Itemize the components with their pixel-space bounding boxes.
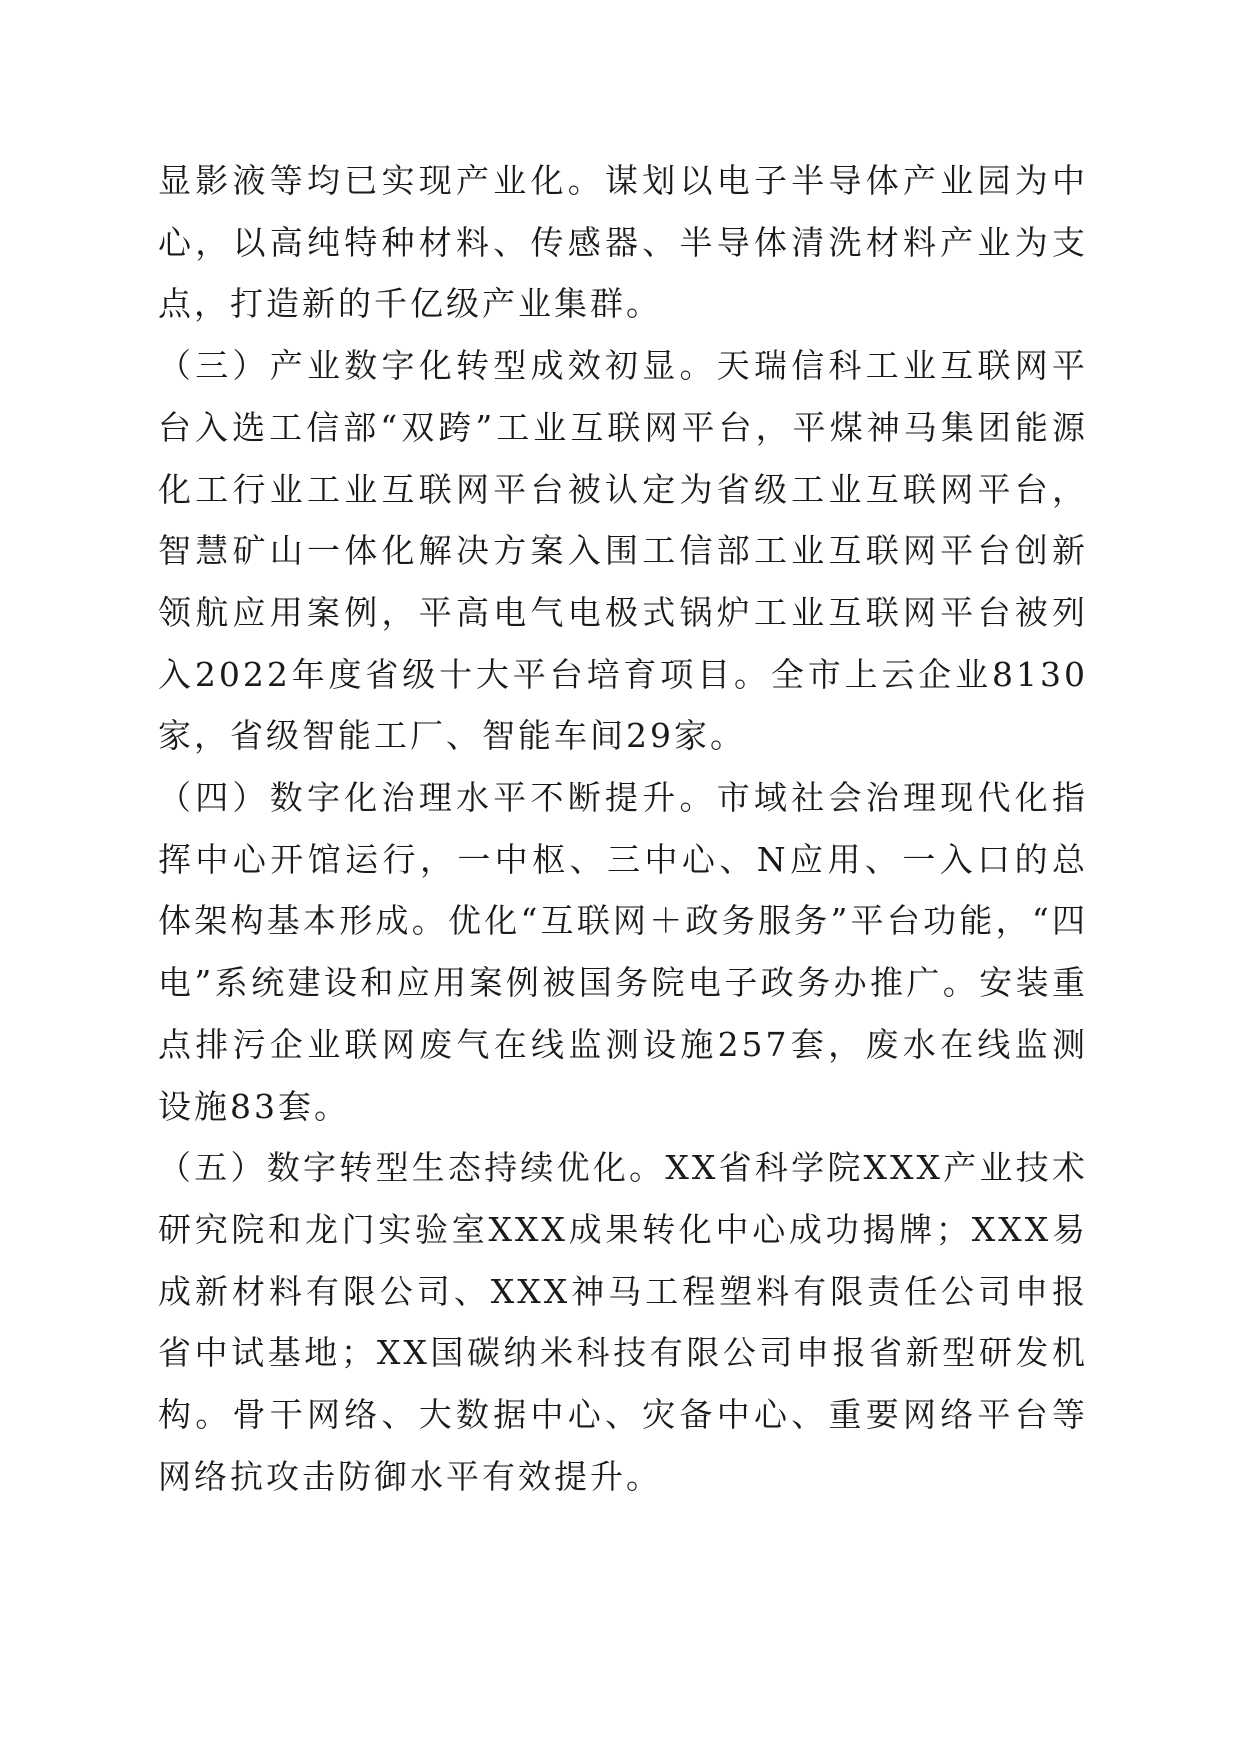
- paragraph-section-4: （四）数字化治理水平不断提升。市域社会治理现代化指挥中心开馆运行，一中枢、三中心、N应用、一入口的总体架构基本形成。优化“互联网＋政务服务”平台功能，“四电”系统建设和应用案例被国务院电子政务办推广。安装重点排污企业联网废气在线监测设施257套，废水在线监测设施83套。: [158, 778, 1088, 1126]
- paragraph-section-3: （三）产业数字化转型成效初显。天瑞信科工业互联网平台入选工信部“双跨”工业互联网平台，平煤神马集团能源化工行业工业互联网平台被认定为省级工业互联网平台，智慧矿山一体化解决方案入围工信部工业互联网平台创新领航应用案例，平高电气电极式锅炉工业互联网平台被列入2022年度省级十大平台培育项目。全市上云企业8130家，省级智能工厂、智能车间29家。: [158, 346, 1088, 756]
- paragraph-section-5: （五）数字转型生态持续优化。XX省科学院XXX产业技术研究院和龙门实验室XXX成果转化中心成功揭牌；XXX易成新材料有限公司、XXX神马工程塑料有限责任公司申报省中试基地；XX国碳纳米科技有限公司申报省新型研发机构。骨干网络、大数据中心、灾备中心、重要网络平台等网络抗攻击防御水平有效提升。: [158, 1148, 1088, 1496]
- document-body: [158, 150, 1088, 1507]
- paragraph-continuation: 显影液等均已实现产业化。谋划以电子半导体产业园为中心，以高纯特种材料、传感器、半导体清洗材料产业为支点，打造新的千亿级产业集群。: [158, 161, 1088, 324]
